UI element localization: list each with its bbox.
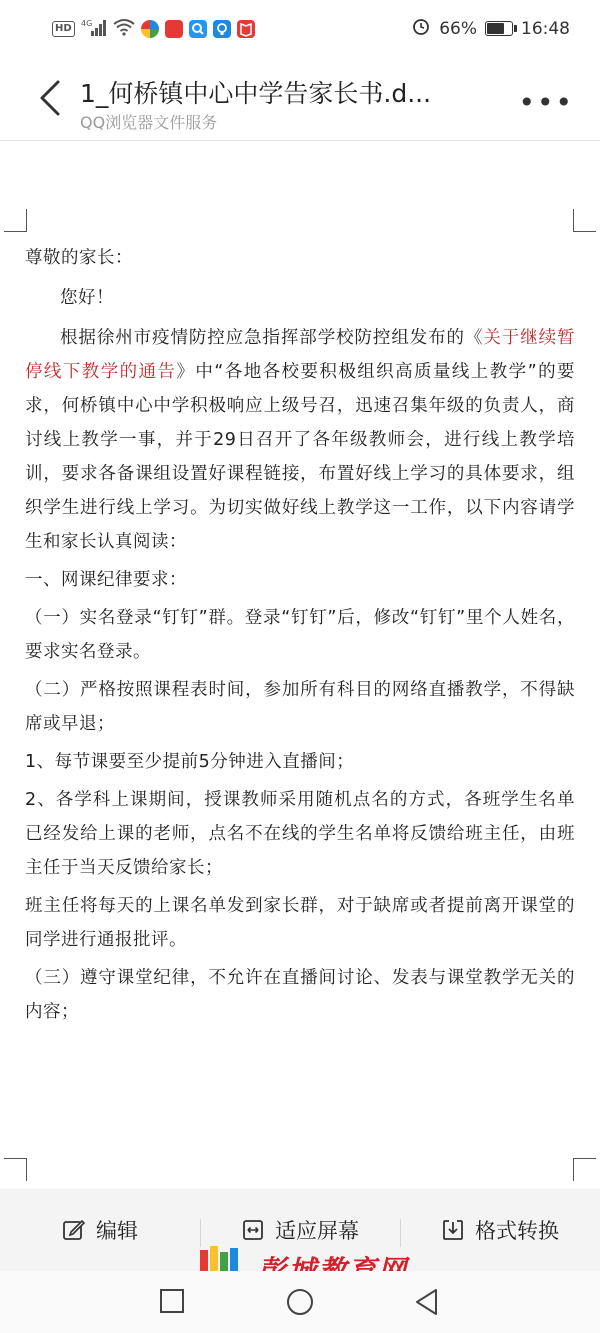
- status-right: [411, 16, 570, 41]
- back-arrow-icon: [30, 76, 70, 120]
- more-menu-button[interactable]: •••: [518, 86, 574, 119]
- page-corner-mark: [4, 1158, 27, 1181]
- status-bar: [0, 0, 600, 58]
- home-button[interactable]: [285, 1287, 315, 1321]
- battery-fill: [487, 23, 504, 34]
- rule-item: （二）严格按照课程表时间，参加所有科目的网络直播教学，不得缺席或早退；: [25, 680, 575, 734]
- bulb-app-icon: [213, 20, 231, 38]
- paragraph-intro-pre: 根据徐州市疫情防控应急指挥部学校防控组发布的《: [60, 328, 484, 348]
- hd-icon: HD: [52, 21, 75, 37]
- book-app-icon: [237, 20, 255, 38]
- alarm-icon: [411, 16, 431, 41]
- fit-screen-icon: [241, 1218, 265, 1242]
- rule-item: （三）遵守课堂纪律，不允许在直播间讨论、发表与课堂教学无关的内容；: [25, 968, 575, 1022]
- battery-icon: [485, 21, 513, 36]
- section-heading: 一、网课纪律要求：: [25, 570, 187, 590]
- hello-line: 您好！: [60, 288, 114, 308]
- search-app-icon: [189, 20, 207, 38]
- clock: 16:48: [521, 18, 570, 39]
- page-corner-mark: [4, 209, 27, 232]
- browser-app-icon: [141, 20, 159, 38]
- svg-text:4G: 4G: [80, 18, 92, 28]
- page-subtitle: QQ浏览器文件服务: [80, 113, 218, 132]
- edit-icon: [62, 1218, 86, 1242]
- back-nav-button[interactable]: [412, 1287, 442, 1321]
- page-corner-mark: [573, 1158, 596, 1181]
- greeting: 尊敬的家长：: [25, 248, 133, 268]
- title-bar: [0, 58, 600, 141]
- wifi-icon: [113, 18, 135, 40]
- page-title: 1_何桥镇中心中学告家长书.d...: [80, 79, 432, 108]
- edit-button[interactable]: [0, 1215, 200, 1245]
- convert-icon: [441, 1218, 465, 1242]
- system-nav-bar: [0, 1271, 600, 1333]
- rule-subitem: 1、每节课要至少提前5分钟进入直播间；: [25, 752, 355, 772]
- paragraph-intro-post: 》中“各地各校要积极组织高质量线上教学”的要求，何桥镇中心中学积极响应上级号召，迅速召集年级的负责人，商讨线上教学一事，并于29日召开了各年级教师会，进行线上教学培训，要求各备课组设置好课程链接，布置好线上学习的具体要求，组织学生进行线上学习。为切实做好线上教学这一工作，以下内容请学生和家长认真阅读：: [25, 362, 576, 552]
- format-convert-label: 格式转换: [475, 1219, 559, 1243]
- circle-icon: [285, 1287, 315, 1317]
- paragraph-intro: [25, 321, 575, 559]
- edit-label: 编辑: [96, 1219, 138, 1243]
- fit-screen-label: 适应屏幕: [275, 1219, 359, 1243]
- news-app-icon: [165, 20, 183, 38]
- rule-item: （一）实名登录“钉钉”群。登录“钉钉”后，修改“钉钉”里个人姓名，要求实名登录。: [25, 608, 575, 662]
- document-viewer[interactable]: [0, 141, 600, 1189]
- page-corner-mark: [573, 209, 596, 232]
- document-content: [25, 241, 575, 1029]
- status-left: [52, 18, 255, 40]
- rule-subitem: 2、各学科上课期间，授课教师采用随机点名的方式，各班学生名单已经发给上课的老师，点名不在线的学生名单将反馈给班主任，由班主任于当天反馈给家长；: [25, 790, 575, 878]
- triangle-back-icon: [412, 1287, 442, 1317]
- notice-title-link: 关于继续暂停线下教学的通告: [25, 328, 576, 382]
- recent-apps-button[interactable]: [158, 1287, 186, 1319]
- rule-subitem: 班主任将每天的上课名单发到家长群，对于缺席或者提前离开课堂的同学进行通报批评。: [25, 896, 575, 950]
- battery-percent: 66%: [439, 18, 477, 39]
- format-convert-button[interactable]: [400, 1215, 600, 1245]
- square-icon: [158, 1287, 186, 1315]
- fit-screen-button[interactable]: [200, 1215, 400, 1245]
- signal-icon: [81, 19, 107, 40]
- back-button[interactable]: [30, 76, 70, 120]
